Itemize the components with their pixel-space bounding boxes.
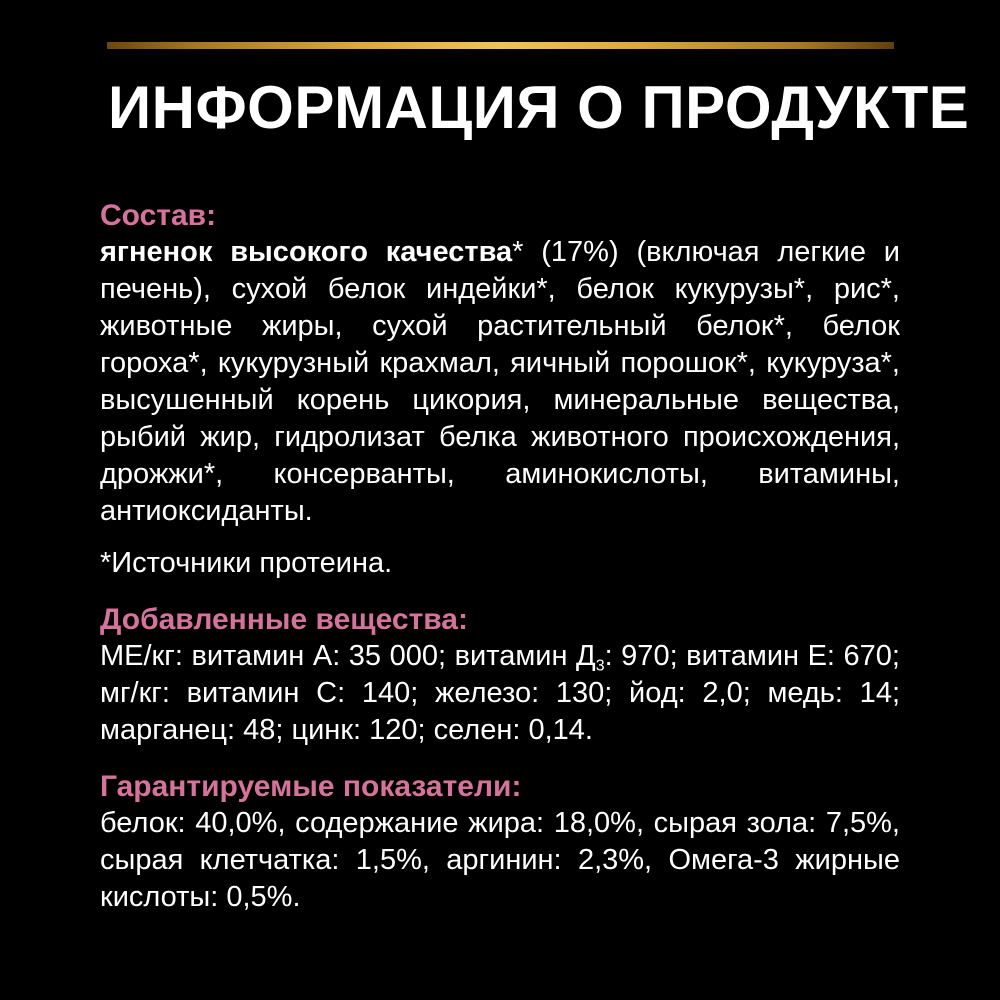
additives-text-after-subscript: : 970; витамин Е: 670; мг/кг: витамин С: 140; железо: 130; йод: 2,0; медь: 14; марганец: 48; цинк: 120; селен: 0,14. [100,639,900,746]
additives-text [100,638,900,749]
additives-section [100,601,900,749]
composition-rest: * (17%) (включая легкие и печень), сухой белок индейки*, белок кукурузы*, рис*, животные жиры, сухой растительный белок*, белок гороха*, кукурузный крахмал, яичный порошок*, кукуруза*, высушенный корень цикория, минеральные вещества, рыбий жир, гидролизат белка животного происхождения, дрожжи*, консерванты, аминокислоты, витамины, антиоксиданты. [100,235,901,527]
additives-text-before-subscript: МЕ/кг: витамин А: 35 000; витамин Д [100,639,596,672]
content-area [100,197,900,916]
composition-section [100,197,900,530]
product-info-panel [0,42,1000,1000]
composition-heading: Состав: [100,198,217,232]
protein-source-footnote: *Источники протеина. [100,546,393,579]
composition-lead-bold: ягненок высокого качества [100,235,513,268]
guaranteed-heading: Гарантируемые показатели: [100,769,522,803]
page-title: ИНФОРМАЦИЯ О ПРОДУКТЕ [108,74,970,141]
guaranteed-text: белок: 40,0%, содержание жира: 18,0%, сырая зола: 7,5%, сырая клетчатка: 1,5%, аргинин: 2,3%, Омега-3 жирные кислоты: 0,5%. [100,806,900,913]
gold-divider [107,42,894,49]
vitamin-d3-subscript: 3 [595,657,605,675]
additives-heading: Добавленные вещества: [100,602,468,636]
guaranteed-section [100,768,900,916]
composition-text [100,234,900,530]
